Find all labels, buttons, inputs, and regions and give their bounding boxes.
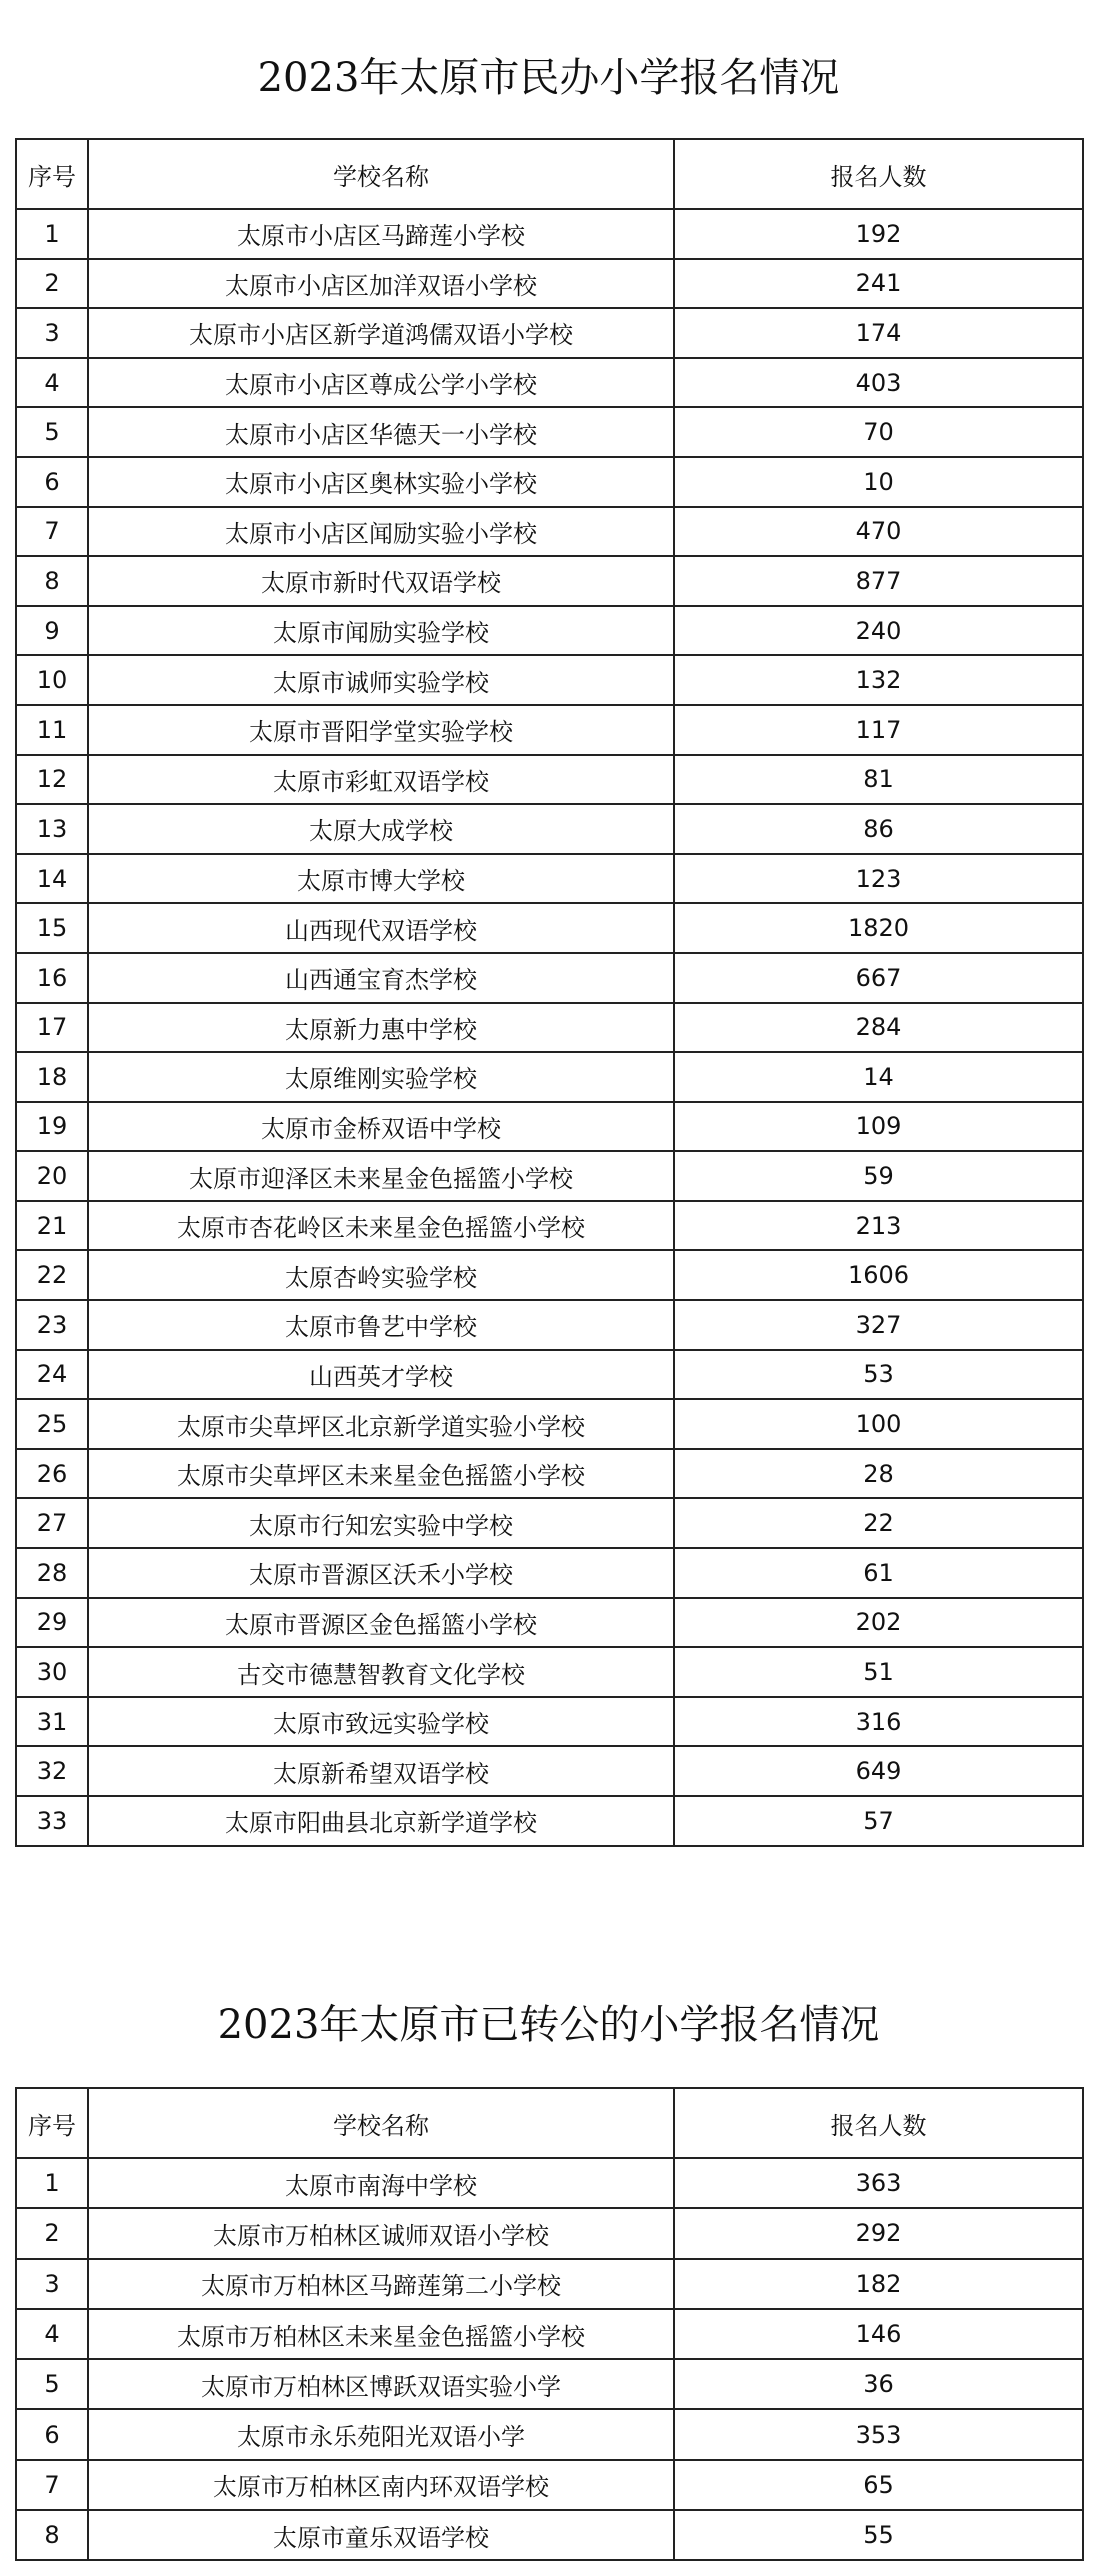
cell-school-name: 太原市童乐双语学校: [88, 2510, 674, 2560]
cell-count: 353: [674, 2409, 1083, 2459]
table-row: [16, 1647, 1083, 1697]
cell-school-name: 太原市金桥双语中学校: [88, 1102, 674, 1152]
table-row: [16, 1300, 1083, 1350]
cell-school-name: 太原市小店区奥林实验小学校: [88, 457, 674, 507]
cell-school-name: 太原市万柏林区博跃双语实验小学: [88, 2359, 674, 2409]
cell-school-name: 太原市行知宏实验中学校: [88, 1498, 674, 1548]
table-row: [16, 755, 1083, 805]
cell-count: 182: [674, 2259, 1083, 2309]
cell-seq: 20: [16, 1151, 88, 1201]
cell-count: 36: [674, 2359, 1083, 2409]
cell-seq: 24: [16, 1350, 88, 1400]
cell-seq: 11: [16, 705, 88, 755]
cell-count: 117: [674, 705, 1083, 755]
header-school-name: 学校名称: [88, 139, 674, 209]
cell-school-name: 太原市杏花岭区未来星金色摇篮小学校: [88, 1201, 674, 1251]
cell-seq: 25: [16, 1399, 88, 1449]
cell-count: 10: [674, 457, 1083, 507]
cell-seq: 13: [16, 804, 88, 854]
cell-count: 109: [674, 1102, 1083, 1152]
cell-count: 55: [674, 2510, 1083, 2560]
cell-school-name: 古交市德慧智教育文化学校: [88, 1647, 674, 1697]
cell-count: 363: [674, 2158, 1083, 2208]
cell-seq: 2: [16, 2208, 88, 2258]
cell-seq: 10: [16, 655, 88, 705]
table-row: [16, 1003, 1083, 1053]
cell-count: 14: [674, 1052, 1083, 1102]
cell-school-name: 太原维刚实验学校: [88, 1052, 674, 1102]
table-row: [16, 407, 1083, 457]
cell-count: 202: [674, 1598, 1083, 1648]
table-row: [16, 1697, 1083, 1747]
section-title-public-converted-schools: 2023年太原市已转公的小学报名情况: [217, 2002, 880, 2048]
cell-seq: 8: [16, 556, 88, 606]
table-row: [16, 854, 1083, 904]
table-row: [16, 457, 1083, 507]
header-count: 报名人数: [674, 2088, 1083, 2158]
cell-count: 146: [674, 2309, 1083, 2359]
cell-count: 123: [674, 854, 1083, 904]
cell-seq: 18: [16, 1052, 88, 1102]
cell-count: 192: [674, 209, 1083, 259]
cell-count: 132: [674, 655, 1083, 705]
table-row: [16, 259, 1083, 309]
cell-count: 292: [674, 2208, 1083, 2258]
cell-count: 1606: [674, 1250, 1083, 1300]
cell-seq: 31: [16, 1697, 88, 1747]
header-seq: 序号: [16, 2088, 88, 2158]
cell-school-name: 太原市彩虹双语学校: [88, 755, 674, 805]
cell-count: 316: [674, 1697, 1083, 1747]
table-row: [16, 1399, 1083, 1449]
cell-seq: 7: [16, 2460, 88, 2510]
table-row: [16, 1151, 1083, 1201]
cell-school-name: 太原新希望双语学校: [88, 1746, 674, 1796]
cell-seq: 9: [16, 606, 88, 656]
section-title-private-schools: 2023年太原市民办小学报名情况: [257, 55, 840, 101]
table-row: [16, 1052, 1083, 1102]
cell-school-name: 太原市尖草坪区北京新学道实验小学校: [88, 1399, 674, 1449]
cell-seq: 22: [16, 1250, 88, 1300]
cell-school-name: 太原市小店区闻励实验小学校: [88, 507, 674, 557]
table-row: [16, 2208, 1083, 2258]
table-row: [16, 606, 1083, 656]
cell-count: 51: [674, 1647, 1083, 1697]
table-row: [16, 2460, 1083, 2510]
cell-seq: 6: [16, 2409, 88, 2459]
cell-seq: 1: [16, 209, 88, 259]
table-row: [16, 804, 1083, 854]
cell-count: 213: [674, 1201, 1083, 1251]
cell-seq: 29: [16, 1598, 88, 1648]
cell-seq: 7: [16, 507, 88, 557]
table-row: [16, 358, 1083, 408]
cell-seq: 21: [16, 1201, 88, 1251]
cell-seq: 32: [16, 1746, 88, 1796]
cell-count: 81: [674, 755, 1083, 805]
table-row: [16, 2158, 1083, 2208]
cell-school-name: 山西英才学校: [88, 1350, 674, 1400]
cell-seq: 4: [16, 358, 88, 408]
header-seq: 序号: [16, 139, 88, 209]
cell-count: 65: [674, 2460, 1083, 2510]
cell-school-name: 太原杏岭实验学校: [88, 1250, 674, 1300]
cell-count: 470: [674, 507, 1083, 557]
table-row: [16, 1201, 1083, 1251]
table-row: [16, 1350, 1083, 1400]
cell-count: 284: [674, 1003, 1083, 1053]
cell-school-name: 太原市尖草坪区未来星金色摇篮小学校: [88, 1449, 674, 1499]
cell-school-name: 太原市小店区加洋双语小学校: [88, 259, 674, 309]
cell-school-name: 太原市小店区马蹄莲小学校: [88, 209, 674, 259]
cell-seq: 30: [16, 1647, 88, 1697]
cell-school-name: 太原市博大学校: [88, 854, 674, 904]
cell-seq: 17: [16, 1003, 88, 1053]
cell-seq: 27: [16, 1498, 88, 1548]
cell-count: 174: [674, 308, 1083, 358]
cell-school-name: 太原市致远实验学校: [88, 1697, 674, 1747]
cell-school-name: 太原市鲁艺中学校: [88, 1300, 674, 1350]
cell-seq: 6: [16, 457, 88, 507]
cell-count: 240: [674, 606, 1083, 656]
table-row: [16, 953, 1083, 1003]
cell-school-name: 太原市晋源区金色摇篮小学校: [88, 1598, 674, 1648]
cell-school-name: 太原市万柏林区未来星金色摇篮小学校: [88, 2309, 674, 2359]
header-school-name: 学校名称: [88, 2088, 674, 2158]
cell-school-name: 太原市闻励实验学校: [88, 606, 674, 656]
table-row: [16, 903, 1083, 953]
table-row: [16, 705, 1083, 755]
cell-school-name: 太原市阳曲县北京新学道学校: [88, 1796, 674, 1846]
cell-seq: 23: [16, 1300, 88, 1350]
cell-seq: 8: [16, 2510, 88, 2560]
cell-count: 649: [674, 1746, 1083, 1796]
cell-count: 1820: [674, 903, 1083, 953]
cell-school-name: 太原市万柏林区诚师双语小学校: [88, 2208, 674, 2258]
cell-count: 28: [674, 1449, 1083, 1499]
table-row: [16, 1796, 1083, 1846]
table-row: [16, 1548, 1083, 1598]
cell-school-name: 太原市小店区尊成公学小学校: [88, 358, 674, 408]
cell-seq: 33: [16, 1796, 88, 1846]
cell-count: 53: [674, 1350, 1083, 1400]
table-row: [16, 556, 1083, 606]
private-schools-table: [15, 138, 1084, 1847]
table-row: [16, 2359, 1083, 2409]
cell-count: 667: [674, 953, 1083, 1003]
cell-seq: 16: [16, 953, 88, 1003]
table-row: [16, 1449, 1083, 1499]
cell-school-name: 山西通宝育杰学校: [88, 953, 674, 1003]
cell-seq: 15: [16, 903, 88, 953]
cell-count: 100: [674, 1399, 1083, 1449]
table-row: [16, 1102, 1083, 1152]
table-row: [16, 308, 1083, 358]
cell-school-name: 太原市万柏林区马蹄莲第二小学校: [88, 2259, 674, 2309]
cell-seq: 2: [16, 259, 88, 309]
cell-school-name: 太原市小店区新学道鸿儒双语小学校: [88, 308, 674, 358]
cell-seq: 3: [16, 2259, 88, 2309]
table-header-row: [16, 2088, 1083, 2158]
table-row: [16, 655, 1083, 705]
cell-count: 86: [674, 804, 1083, 854]
cell-seq: 5: [16, 407, 88, 457]
cell-school-name: 太原大成学校: [88, 804, 674, 854]
cell-school-name: 太原市晋阳学堂实验学校: [88, 705, 674, 755]
cell-count: 403: [674, 358, 1083, 408]
cell-count: 61: [674, 1548, 1083, 1598]
cell-count: 877: [674, 556, 1083, 606]
cell-school-name: 太原新力惠中学校: [88, 1003, 674, 1053]
cell-seq: 3: [16, 308, 88, 358]
table-row: [16, 1598, 1083, 1648]
cell-school-name: 太原市永乐苑阳光双语小学: [88, 2409, 674, 2459]
cell-seq: 19: [16, 1102, 88, 1152]
converted-schools-table: [15, 2087, 1084, 2561]
cell-count: 57: [674, 1796, 1083, 1846]
cell-count: 327: [674, 1300, 1083, 1350]
table-row: [16, 2510, 1083, 2560]
cell-seq: 5: [16, 2359, 88, 2409]
cell-school-name: 太原市晋源区沃禾小学校: [88, 1548, 674, 1598]
cell-school-name: 山西现代双语学校: [88, 903, 674, 953]
cell-school-name: 太原市迎泽区未来星金色摇篮小学校: [88, 1151, 674, 1201]
cell-seq: 4: [16, 2309, 88, 2359]
table-row: [16, 1746, 1083, 1796]
header-count: 报名人数: [674, 139, 1083, 209]
cell-seq: 14: [16, 854, 88, 904]
cell-count: 241: [674, 259, 1083, 309]
cell-school-name: 太原市新时代双语学校: [88, 556, 674, 606]
cell-school-name: 太原市万柏林区南内环双语学校: [88, 2460, 674, 2510]
table-row: [16, 209, 1083, 259]
cell-count: 59: [674, 1151, 1083, 1201]
cell-school-name: 太原市小店区华德天一小学校: [88, 407, 674, 457]
cell-school-name: 太原市南海中学校: [88, 2158, 674, 2208]
table-row: [16, 507, 1083, 557]
cell-seq: 1: [16, 2158, 88, 2208]
cell-count: 70: [674, 407, 1083, 457]
cell-seq: 28: [16, 1548, 88, 1598]
table-row: [16, 2259, 1083, 2309]
table-header-row: [16, 139, 1083, 209]
cell-count: 22: [674, 1498, 1083, 1548]
table-row: [16, 2309, 1083, 2359]
cell-seq: 12: [16, 755, 88, 805]
table-row: [16, 2409, 1083, 2459]
table-row: [16, 1498, 1083, 1548]
cell-seq: 26: [16, 1449, 88, 1499]
table-row: [16, 1250, 1083, 1300]
cell-school-name: 太原市诚师实验学校: [88, 655, 674, 705]
